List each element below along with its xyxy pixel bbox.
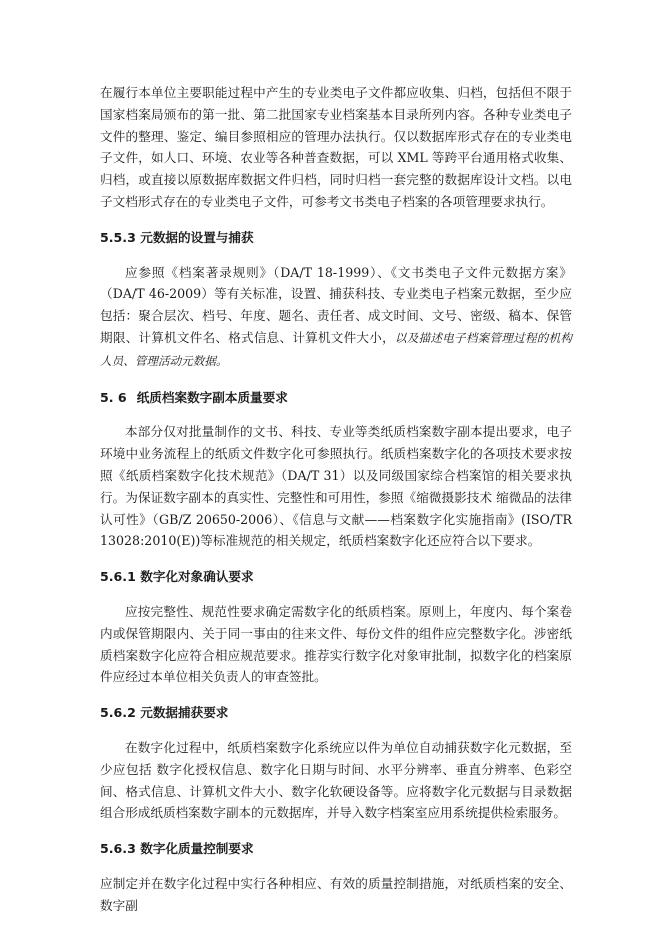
section-heading-5-6 [100, 387, 572, 409]
paragraph-digital-copy-quality: 本部分仅对批量制作的文书、科技、专业等类纸质档案数字副本提出要求，电子环境中业务流程上的纸质文件数字化可参照执行。纸质档案数字化的各项技术要求按照《纸质档案数字化技术规范》（DA/T 31）以及同级国家综合档案馆的相关要求执行。为保证数字副本的真实性、完整性和可用性，参照《缩微摄影技术 缩微品的法律认可性》（GB/Z 20650-2006）、《信息与文献——档案数字化实施指南》(ISO/TR 13028:2010(E))等标准规范的相关规定，纸质档案数字化还应符合以下要求。 [100, 424, 572, 549]
paragraph-professional-records: 在履行本单位主要职能过程中产生的专业类电子文件都应收集、归档，包括但不限于国家档案局颁布的第一批、第二批国家专业档案基本目录所列内容。各种专业类电子文件的整理、鉴定、编目参照相应的管理办法执行。仅以数据库形式存在的专业类电子文件，如人口、环境、农业等各种普查数据，可以 XML 等跨平台通用格式收集、归档，或直接以原数据库数据文件归档，同时归档一套完整的数据库设计文档。以电子文档形式存在的专业类电子文件，可参考文书类电子档案的各项管理要求执行。 [100, 85, 572, 209]
section-heading-5-6-2: 5.6.2 元数据捕获要求 [100, 705, 229, 721]
metadata-main-text: 应参照《档案著录规则》（DA/T 18-1999）、《文书类电子文件元数据方案》（DA/T 46-2009）等有关标准，设置、捕获科技、专业类电子档案元数据，至少应包括：聚合层次、档号、年度、题名、责任者、成文时间、文号、密级、稿本、保管期限、计算机文件名、格式信息、计算机文件大小， [100, 264, 572, 345]
document-page [100, 82, 572, 917]
section-heading-5-5-3: 5.5.3 元数据的设置与捕获 [100, 229, 254, 245]
paragraph-digitization-object: 应按完整性、规范性要求确定需数字化的纸质档案。原则上，年度内、每个案卷内或保管期限内、关于同一事由的往来文件、每份文件的组件应完整数字化。涉密纸质档案数字化应符合相应规范要求。推荐实行数字化对象审批制，拟数字化的档案原件应经过本单位相关负责人的审查签批。 [100, 603, 572, 685]
metadata-italic-text: 以及描述电子档案管理过程的机构人员、管理活动元数据。 [100, 330, 573, 368]
section-heading-5-6-3: 5.6.3 数字化质量控制要求 [100, 841, 254, 857]
section-number: 5. 6 [100, 389, 127, 405]
paragraph-quality-control: 应制定并在数字化过程中实行各种相应、有效的质量控制措施，对纸质档案的安全、数字副 [100, 875, 572, 913]
paragraph-metadata-capture: 在数字化过程中，纸质档案数字化系统应以件为单位自动捕获数字化元数据，至少应包括 数字化授权信息、数字化日期与时间、水平分辨率、垂直分辨率、色彩空间、格式信息、计算机文件大小、数字化软硬设备等。应将数字化元数据与目录数据组合形成纸质档案数字副本的元数据库，并导入数字档案室应用系统提供检索服务。 [100, 739, 572, 821]
paragraph-metadata-settings [100, 262, 572, 373]
section-heading-5-6-1: 5.6.1 数字化对象确认要求 [100, 569, 254, 585]
section-title: 纸质档案数字副本质量要求 [136, 389, 288, 405]
